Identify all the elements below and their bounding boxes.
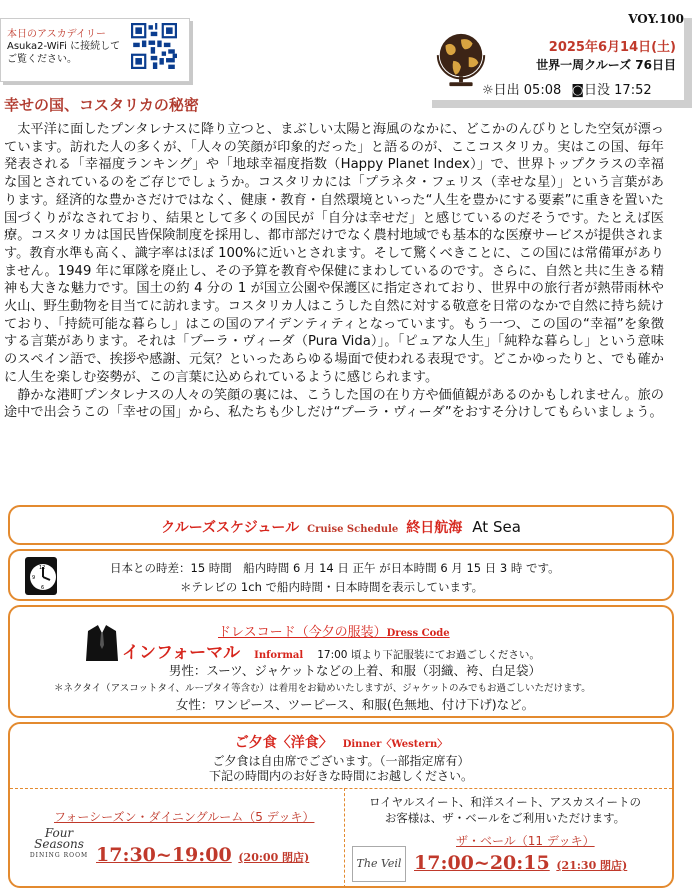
qr-code-icon[interactable] [131,23,177,69]
svg-text:12: 12 [39,565,46,571]
dress-code-title: ドレスコード（今夕の服装）Dress Code [218,625,450,640]
article-paragraph: 太平洋に面したプンタレナスに降り立つと、まぶしい太陽と海風のなかに、どこかのんびりとした空気が漂っています。訪れた人の多くが、「人々の笑顔が印象的だった」と語るのが、ここコスタリカ。実はこの国、毎年発表される「幸福度ランキング」や「地球幸福度指数（Happy Planet Index）」で、世界トップクラスの幸福な国とされているのをご存じでしょうか。コスタリカには「プラネタ・フェリス（幸せな星）」という言葉があります。経済的な豊かさだけではなく、健康・教育・自然環境といった“人生を豊かにする要素”に重きを置いた国づくりがなされており、結果として多くの国民が「自分は幸せだ」と感じているのだそうです。たとえば医療。コスタリカは国民皆保険制度を採用し、都市部だけでなく農村地域でも基本的な医療サービスが提供されます。教育水準も高く、識字率はほぼ 100%に近いとされます。そして驚くべきことに、この国には常備軍がありません。1949 年に軍隊を廃止し、その予算を教育や保健にまわしているのです。さらに、自然と共に生きる精神も大きな魅力です。国土の約 4 分の 1 が国立公園や保護区に指定されており、世界中の旅行者が熱帯雨林や火山、野生動物を目当てに訪れます。コスタリカ人はこうした自然に対する敬意を日常のなかで自然に持ち続けており、「持続可能な暮らし」はこの国のアイデンティティとなっています。もう一つ、この国の“幸福”を象徴する言葉があります。それは「プーラ・ヴィーダ（Pura Vida）」。「ピュアな人生」「純粋な暮らし」という意味のスペイン語で、挨拶や感謝、元気？といったあらゆる場面で使われる表現です。どこかゆったりと、でも確かに人生を楽しむ姿勢が、この言葉に込められているように感じられます。 [4,122,664,385]
time-difference-box [8,549,674,601]
clock-icon [24,556,58,596]
cruise-day: 世界一周クルーズ 76日目 [536,58,676,72]
dinner-time-note: 下記の時間内のお好きな時間にお越しください。 [208,769,473,783]
svg-text:6: 6 [41,585,45,591]
issue-date: 2025年6月14日(土) [548,40,676,55]
article-paragraph: 静かな港町プンタレナスの人々の笑顔の裏には、こうした国の在り方や価値観があるのかもしれません。旅の途中で出会うこの「幸せの国」から、私たちも少しだけ“プーラ・ヴィーダ”をおすそ分けしてもらいましょう。 [4,387,664,421]
sunset-time: 日没 17:52 [584,83,652,98]
suit-icon [84,623,120,661]
dinner-seating-note: ご夕食は自由席でございます。（一部指定席有） [212,754,470,768]
divider [344,788,345,888]
dinner-title: ご夕食〈洋食〉 Dinner〈Western〉 [234,735,448,751]
wifi-title: 本日のアスカデイリー [7,29,106,40]
sunrise-time: 日出 05:08 [493,83,562,98]
wifi-notice [0,18,190,82]
four-seasons-logo: Four Seasons DINING ROOM [29,826,89,859]
dress-code-level: インフォーマル Informal 17:00 頃より下記服装にてお過ごしください。 [122,643,540,663]
dress-tie-note: ＊ネクタイ（アスコットタイ、ループタイ等含む）は着用をお勧めいたしますが、ジャケットのみでもお過ごしいただけます。 [54,683,591,694]
restaurant-the-veil-name: ザ・ベール（11 デッキ） [456,834,595,848]
svg-text:9: 9 [32,575,36,581]
article-body [4,121,664,422]
article-title: 幸せの国、コスタリカの秘密 [4,96,199,114]
restaurant-four-seasons-hours: 17:30~19:00 (20:00 閉店) [96,844,310,866]
the-veil-logo: The Veil [352,846,406,882]
wifi-text: Asuka2-WiFi に接続して ご覧ください。 [7,41,121,65]
schedule-label: クルーズスケジュール [161,520,300,536]
cruise-schedule-box [8,505,674,545]
dress-code-box [8,605,674,718]
restaurant-four-seasons-name: フォーシーズン・ダイニングルーム（5 デッキ） [54,810,315,824]
schedule-status-en: At Sea [472,518,521,536]
tv-channel-note: ＊テレビの 1ch で船内時間・日本時間を表示しています。 [180,580,484,594]
time-difference-text: 日本との時差：15 時間 船内時間 6 月 14 日 正午 が日本時間 6 月 15 日 3 時 です。 [110,561,560,575]
dress-men: 男性：スーツ、ジャケットなどの上着、和服（羽織、袴、白足袋） [168,663,542,678]
suite-guests-note: ロイヤルスイート、和洋スイート、アスカスイートの お客様は、ザ・ベールをご利用いただけます。 [369,795,641,825]
sun-times [482,79,652,98]
restaurant-the-veil-hours: 17:00~20:15 (21:30 閉店) [414,852,628,874]
dress-women: 女性：ワンピース、ツーピース、和服(色無地、付け下げ)など。 [175,697,535,712]
schedule-label-en: Cruise Schedule [307,524,399,535]
dinner-box [8,722,674,888]
voyage-number: VOY.100 [628,12,684,26]
sunset-icon: ◙ [571,83,585,98]
cruise-schedule [10,517,672,537]
sunrise-icon: ☼ [482,83,494,98]
schedule-status: 終日航海 [406,520,463,536]
divider [10,788,672,789]
